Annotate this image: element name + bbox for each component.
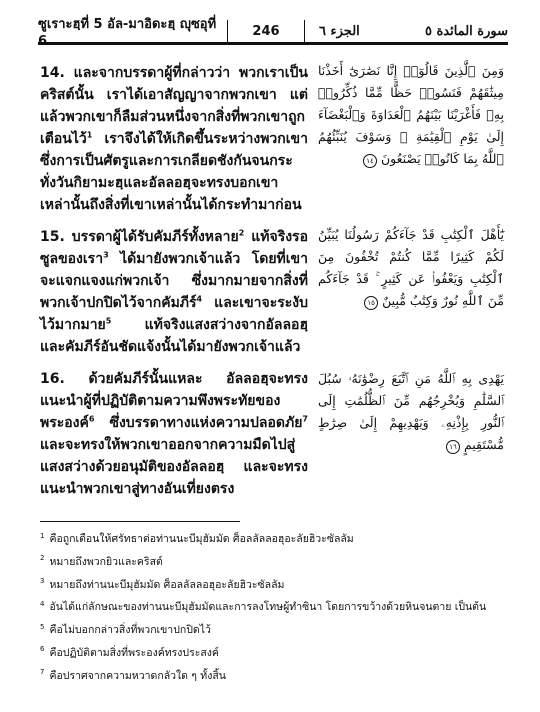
header-rule <box>38 44 508 45</box>
verse-number-marker: ١٥ <box>364 296 378 310</box>
surah-title-thai: ซูเราะฮฺที่ 5 อัล-มาอิดะฮฺ ญุซอุที่ 6 <box>38 17 217 49</box>
verse-text: เราจึงได้ให้เกิดขึ้นระหว่างพวกเขาซึ่งการเป็นศัตรูและการเกลียดชังกันจนกระทั่งวันกิยามะฮฺและอัลลอฮฺจะทรงบอกเขาเหล่านั้นถึงสิ่งที่เขาเหล่านั้นได้กระทำมาก่อน <box>40 131 308 213</box>
footnote: $^3$ หมายถึงท่านนะบีมุฮัมมัด ศ็อลลัลลอฮุอะลัยฮิวะซัลลัม <box>40 577 285 591</box>
footnotes <box>40 528 504 688</box>
footnote-rule <box>40 521 240 522</box>
verse-text: 15. บรรดาผู้ได้รับคัมภีร์ทั้งหลาย <box>40 229 239 245</box>
verse-15-thai <box>40 226 308 358</box>
footnote-ref: 2 <box>238 228 245 238</box>
arabic-text: يَٰٓأَهْلَ ٱلْكِتَٰبِ قَدْ جَآءَكُمْ رَسُولُنَا يُبَيِّنُ لَكُمْ كَثِيرًا مِّمَّا كُنتُمْ تُخْفُونَ مِنَ ٱلْكِتَٰبِ وَيَعْفُوا۟ عَن كَثِيرٍ ۚ قَدْ جَآءَكُم مِّنَ ٱللَّهِ نُورٌ وَكِتَٰبٌ مُّبِينٌ <box>318 227 504 308</box>
verse-text: ซึ่งบรรดาทางแห่งความปลอดภัย <box>94 415 303 431</box>
verse-text: และเขาจะระงับไว้มากมาย <box>40 295 308 333</box>
footnote-ref: 1 <box>86 130 93 140</box>
footnote: $^4$ อันได้แก่ลักษณะของท่านนะบีมุฮัมมัดและการลงโทษผู้ทำซินา โดยการขว้างด้วยหินจนตาย เป็นต้น <box>40 599 487 614</box>
footnote-ref: 4 <box>196 294 203 304</box>
verse-15-arabic <box>318 224 504 312</box>
verse-number-marker: ١٦ <box>446 440 460 454</box>
verse-text: แท้จริงแสงสว่างจากอัลลอฮฺ และคัมภีร์อันชัดแจ้งนั้นได้มายังพวกเจ้าแล้ว <box>40 317 308 355</box>
footnote-ref: 3 <box>103 250 109 260</box>
footnote-ref: 7 <box>302 414 308 424</box>
verse-text: ได้มายังพวกเจ้าแล้ว โดยที่เขาจะแจกแจงแก่พวกเจ้า ซึ่งมากมายจากสิ่งที่พวกเจ้าปกปิดไว้จากคัมภีร์ <box>40 251 308 311</box>
footnote: $^7$ คือปราศจากความหวาดกลัวใด ๆ ทั้งสิ้น <box>40 668 226 682</box>
footnote: $^5$ คือไม่บอกกล่าวสิ่งที่พวกเขาปกปิดไว้ <box>40 622 211 637</box>
verse-text: 14. และจากบรรดาผู้ที่กล่าวว่า พวกเราเป็นคริสต์นั้น เราได้เอาสัญญาจากพวกเขา แต่แล้วพวกเขาก็ลืมส่วนหนึ่งจากสิ่งที่พวกเขาถูกเตือนไว้ <box>40 65 308 147</box>
footnote: $^1$ คือถูกเตือนให้ศรัทธาต่อท่านนะบีมุฮัมมัด ศ็อลลัลลอฮุอะลัยฮิวะซัลลัม <box>40 531 354 545</box>
surah-title-arabic: سورة المائدة ٥ <box>424 23 508 39</box>
arabic-text: وَمِنَ ٱلَّذِينَ قَالُوٓا۟ إِنَّا نَصَٰرَىٰٓ أَخَذْنَا مِيثَٰقَهُمْ فَنَسُوا۟ حَظًّا مِّمَّا ذُكِّرُوا۟ بِهِۦ فَأَغْرَيْنَا بَيْنَهُمُ ٱلْعَدَاوَةَ وَٱلْبَغْضَآءَ إِلَىٰ يَوْمِ ٱلْقِيَٰمَةِ ۚ وَسَوْفَ يُنَبِّئُهُمُ ٱللَّهُ بِمَا كَانُوا۟ يَصْنَعُونَ <box>318 63 504 166</box>
footnote-ref: 5 <box>105 316 112 326</box>
verse-number-marker: ١٤ <box>363 154 377 168</box>
footnote: $^2$ หมายถึงพวกยิวและคริสต์ <box>40 554 163 568</box>
verse-text: 16. ด้วยคัมภีร์นั้นแหละ อัลลอฮฺจะทรงแนะนำผู้ที่ปฏิบัติตามความพึงพระทัยของพระองค์ <box>40 371 308 431</box>
juz-label-arabic: الجزء ٦ <box>319 23 360 39</box>
verse-text: และจะทรงให้พวกเขาออกจากความมืดไปสู่แสงสว่างด้วยอนุมัติของอัลลอฮฺ และจะทรงแนะนำพวกเขาสู่ทางอันเที่ยงตรง <box>40 437 308 497</box>
verse-14-thai <box>40 62 308 216</box>
verse-16-arabic <box>318 368 504 456</box>
footnote: $^6$ คือปฏิบัติตามสิ่งที่พระองค์ทรงประสงค์ <box>40 645 219 659</box>
verse-text: แท้จริงรอซูลของเรา <box>40 229 308 267</box>
footnote-ref: 6 <box>88 414 95 424</box>
verse-16-thai <box>40 368 308 500</box>
verse-14-arabic <box>318 60 504 170</box>
arabic-header <box>305 24 508 39</box>
page-number: 246 <box>227 20 305 42</box>
arabic-text: يَهْدِى بِهِ ٱللَّهُ مَنِ ٱتَّبَعَ رِضْوَٰنَهُۥ سُبُلَ ٱلسَّلَٰمِ وَيُخْرِجُهُم مِّنَ ٱلظُّلُمَٰتِ إِلَى ٱلنُّورِ بِإِذْنِهِۦ وَيَهْدِيهِمْ إِلَىٰ صِرَٰطٍ مُّسْتَقِيمٍ <box>318 371 504 452</box>
page-header <box>38 17 508 49</box>
